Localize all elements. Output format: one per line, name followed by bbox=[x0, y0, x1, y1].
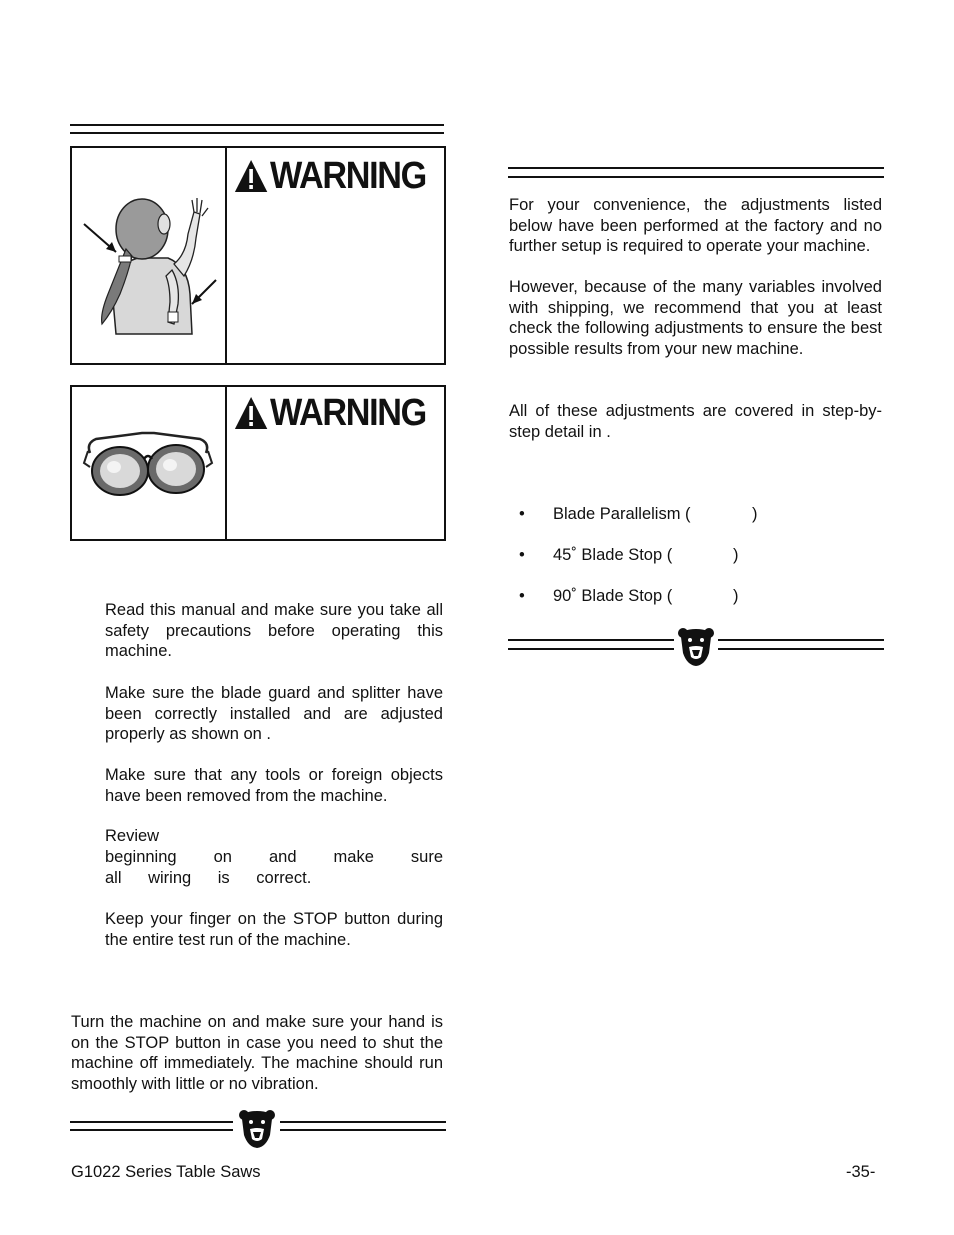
adjustment-item: • 45˚ Blade Stop ( ) bbox=[519, 546, 739, 564]
page-number: -35- bbox=[846, 1163, 876, 1181]
section-rule-top bbox=[508, 167, 884, 169]
section-rule-bottom bbox=[70, 132, 444, 134]
warning-triangle-icon bbox=[234, 396, 268, 430]
section-rule-top bbox=[70, 124, 444, 126]
person-hair-illustration bbox=[76, 194, 222, 344]
adjustment-close: ) bbox=[733, 546, 739, 564]
checklist-item: Make sure the blade guard and splitter have been correctly installed and are adjusted properly as shown on . bbox=[105, 684, 443, 744]
footer-title: G1022 Series Table Saws bbox=[71, 1163, 261, 1181]
warning-box-glasses bbox=[70, 385, 446, 541]
adjustment-close: ) bbox=[752, 505, 758, 523]
bullet-icon: • bbox=[519, 546, 525, 564]
bear-logo-icon bbox=[677, 625, 715, 667]
divider-line bbox=[508, 639, 674, 641]
bullet-icon: • bbox=[519, 505, 525, 523]
divider-line bbox=[718, 639, 884, 641]
box-divider bbox=[225, 148, 227, 363]
bullet-icon: • bbox=[519, 587, 525, 605]
warning-heading: WARNING bbox=[234, 156, 426, 196]
checklist-item: Review bbox=[105, 827, 160, 845]
warning-heading: WARNING bbox=[234, 393, 426, 433]
checklist-item: beginning on and make sure all wiring is correct. bbox=[105, 848, 443, 887]
warning-triangle-icon bbox=[234, 159, 268, 193]
divider-line bbox=[280, 1121, 446, 1123]
adjustment-item: • Blade Parallelism ( ) bbox=[519, 505, 758, 523]
bear-logo-icon bbox=[238, 1107, 276, 1149]
test-run-paragraph: Turn the machine on and make sure your hand is on the STOP button in case you need to shut the machine off immediately. The machine should run smoothly with little or no vibration. bbox=[71, 1013, 443, 1093]
adjustment-close: ) bbox=[733, 587, 739, 605]
divider-line bbox=[70, 1121, 233, 1123]
adjustment-item: • 90˚ Blade Stop ( ) bbox=[519, 587, 739, 605]
checklist-item: Keep your finger on the STOP button during the entire test run of the machine. bbox=[105, 910, 443, 949]
box-divider bbox=[225, 387, 227, 539]
divider-line bbox=[508, 648, 674, 650]
shipping-paragraph: However, because of the many variables involved with shipping, we recommend that you at least check the following adjustments to ensure the best possible results from your new machine. bbox=[509, 278, 882, 358]
divider-line bbox=[718, 648, 884, 650]
intro-paragraph: For your convenience, the adjustments listed below have been performed at the factory and no further setup is required to operate your machine. bbox=[509, 196, 882, 256]
section-rule-bottom bbox=[508, 176, 884, 178]
checklist-item: Make sure that any tools or foreign objects have been removed from the machine. bbox=[105, 766, 443, 805]
divider-line bbox=[70, 1129, 233, 1131]
warning-box-hair bbox=[70, 146, 446, 365]
divider-line bbox=[280, 1129, 446, 1131]
safety-glasses-illustration bbox=[82, 423, 214, 503]
adjustments-paragraph: All of these adjustments are covered in step-by-step detail in . bbox=[509, 402, 882, 441]
checklist-item: Read this manual and make sure you take all safety precautions before operating this machine. bbox=[105, 601, 443, 661]
